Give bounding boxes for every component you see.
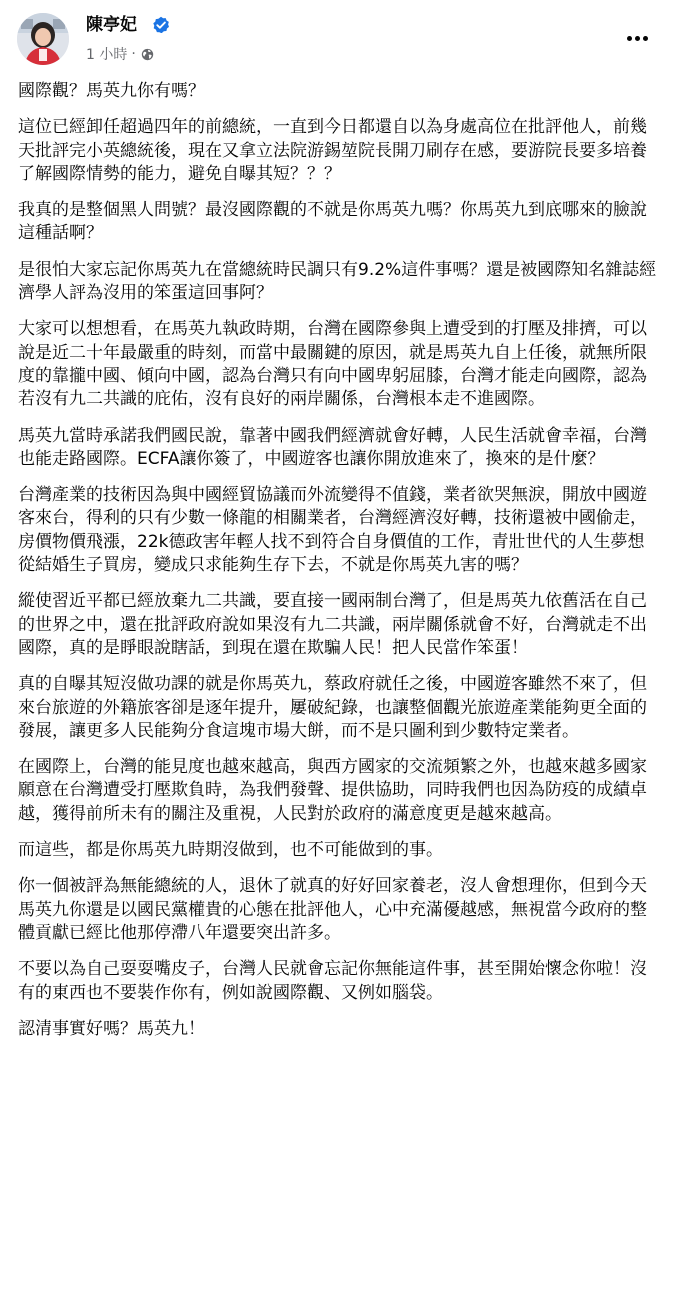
verified-badge-icon [152,16,170,34]
post-paragraph: 你一個被評為無能總統的人，退休了就真的好好回家養老，沒人會想理你，但到今天馬英九你還是以國民黨權貴的心態在批評他人，心中充滿優越感，無視當今政府的整體貢獻已經比他那停滯八年還要突出許多。 [18,876,647,943]
post-paragraph: 國際觀？馬英九你有嗎？ [18,81,205,101]
post-text [18,80,658,1054]
more-horizontal-icon [627,36,648,41]
post-header [0,0,675,76]
more-options-button[interactable] [619,23,655,53]
post-paragraph: 真的自曝其短沒做功課的就是你馬英九，蔡政府就任之後，中國遊客雖然不來了，但來台旅遊的外籍旅客卻是逐年提升，屢破紀錄，也讓整個觀光旅遊產業能夠更全面的發展，讓更多人民能夠分食這塊市場大餅，而不是只圖利到少數特定業者。 [18,674,647,741]
post-paragraph: 台灣產業的技術因為與中國經貿協議而外流變得不值錢，業者欲哭無淚，開放中國遊客來台，得利的只有少數一條龍的相關業者，台灣經濟沒好轉，技術還被中國偷走，房價物價飛漲，22k德政害年輕人找不到符合自身價值的工作，青壯世代的人生夢想從結婚生子買房，變成只求能夠生存下去，不就是你馬英九害的嗎？ [18,485,647,576]
post-paragraph: 我真的是整個黑人問號？最沒國際觀的不就是你馬英九嗎？你馬英九到底哪來的臉說這種話啊？ [18,200,647,244]
author-avatar[interactable] [17,13,69,65]
author-name[interactable]: 陳亭妃 [86,15,137,35]
post-paragraph: 在國際上，台灣的能見度也越來越高，與西方國家的交流頻繁之外，也越來越多國家願意在台灣遭受打壓欺負時，為我們發聲、提供協助，同時我們也因為防疫的成績卓越，獲得前所未有的關注及重視，人民對於政府的滿意度更是越來越高。 [18,757,647,824]
post-paragraph: 是很怕大家忘記你馬英九在當總統時民調只有9.2%這件事嗎？還是被國際知名雜誌經濟學人評為沒用的笨蛋這回事阿？ [18,259,657,304]
post-timestamp[interactable]: 1 小時 [86,47,128,63]
post-paragraph: 這位已經卸任超過四年的前總統，一直到今日都還自以為身處高位在批評他人，前幾天批評完小英總統後，現在又拿立法院游錫堃院長開刀刷存在感，要游院長要多培養了解國際情勢的能力，避免自曝其短？？？ [18,117,647,184]
post-paragraph: 認清事實好嗎？馬英九！ [18,1018,205,1039]
avatar-photo [17,13,69,65]
globe-icon[interactable] [141,48,154,61]
post-meta [86,44,154,64]
post-paragraph: 大家可以想想看，在馬英九執政時期，台灣在國際參與上遭受到的打壓及排擠，可以說是近二十年最嚴重的時刻，而當中最關鍵的原因，就是馬英九自上任後，就無所限度的靠攏中國、傾向中國，認為台灣只有向中國卑躬屈膝，台灣才能走向國際，認為若沒有九二共識的庇佑，沒有良好的兩岸關係，台灣根本走不進國際。 [18,319,647,410]
post-paragraph: 而這些，都是你馬英九時期沒做到，也不可能做到的事。 [18,840,443,861]
post-paragraph: 縱使習近平都已經放棄九二共識，要直接一國兩制台灣了，但是馬英九依舊活在自己的世界之中，還在批評政府說如果沒有九二共識，兩岸關係就會不好，台灣就走不出國際，真的是睜眼說瞎話，到現在還在欺騙人民！把人民當作笨蛋！ [18,591,647,658]
post-paragraph: 馬英九當時承諾我們國民說，靠著中國我們經濟就會好轉，人民生活就會幸福，台灣也能走路國際。ECFA讓你簽了，中國遊客也讓你開放進來了，換來的是什麼？ [18,425,647,469]
meta-separator: · [131,46,136,62]
post-paragraph: 不要以為自己耍耍嘴皮子，台灣人民就會忘記你無能這件事，甚至開始懷念你啦！沒有的東西也不要裝作你有，例如說國際觀、又例如腦袋。 [18,959,647,1003]
